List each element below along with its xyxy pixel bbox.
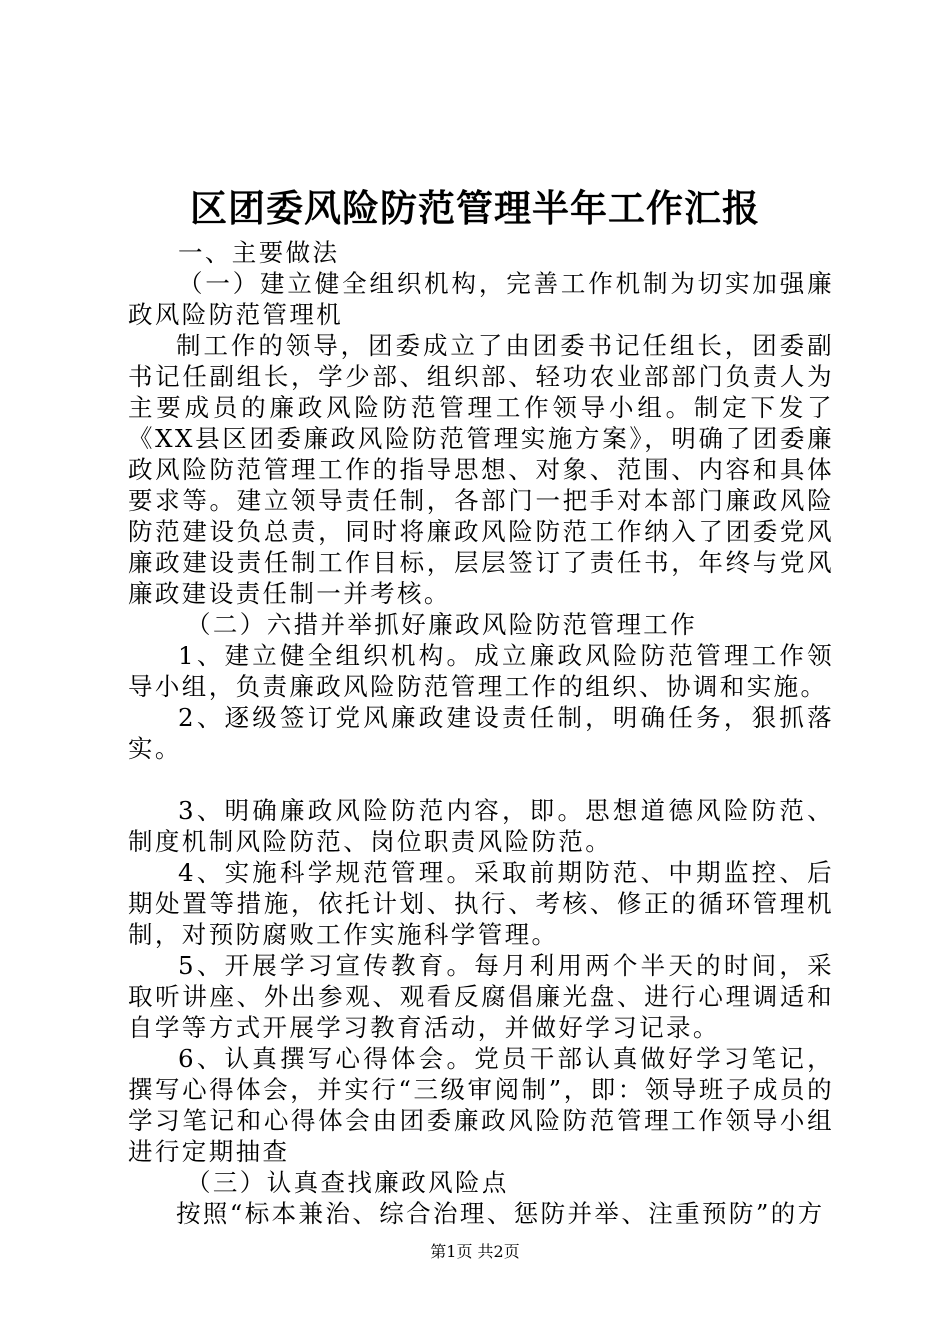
subsection-heading-1: （一）建立健全组织机构，完善工作机制为切实加强廉政风险防范管理机 xyxy=(128,269,834,329)
document-body xyxy=(128,237,834,1229)
document-title: 区团委风险防范管理半年工作汇报 xyxy=(190,186,760,230)
section-heading-main-practices: 一、主要做法 xyxy=(178,238,340,267)
list-item-6: 6、认真撰写心得体会。党员干部认真做好学习笔记，撰写心得体会，并实行“三级审阅制”，即：领导班子成员的学习笔记和心得体会由团委廉政风险防范管理工作领导小组进行定期抽查 xyxy=(128,1044,834,1166)
paragraph-risk-points: 按照“标本兼治、综合治理、惩防并举、注重预防”的方 xyxy=(176,1199,825,1228)
subsection-heading-3: （三）认真查找廉政风险点 xyxy=(186,1168,509,1197)
list-item-2: 2、逐级签订党风廉政建设责任制，明确任务，狠抓落实。 xyxy=(128,703,834,763)
list-item-1: 1、建立健全组织机构。成立廉政风险防范管理工作领导小组，负责廉政风险防范管理工作的组织、协调和实施。 xyxy=(128,641,834,701)
page-footer: 第1页 共2页 xyxy=(430,1242,520,1261)
blank-line xyxy=(128,764,834,795)
list-item-3: 3、明确廉政风险防范内容，即。思想道德风险防范、制度机制风险防范、岗位职责风险防范。 xyxy=(128,796,834,856)
subsection-heading-2: （二）六措并举抓好廉政风险防范管理工作 xyxy=(186,610,698,639)
paragraph-organization: 制工作的领导，团委成立了由团委书记任组长，团委副书记任副组长，学少部、组织部、轻功农业部部门负责人为主要成员的廉政风险防范管理工作领导小组。制定下发了《XX县区团委廉政风险防范管理实施方案》，明确了团委廉政风险防范管理工作的指导思想、对象、范围、内容和具体要求等。建立领导责任制，各部门一把手对本部门廉政风险防范建设负总责，同时将廉政风险防范工作纳入了团委党风廉政建设责任制工作目标，层层签订了责任书，年终与党风廉政建设责任制一并考核。 xyxy=(128,331,834,608)
list-item-4: 4、实施科学规范管理。采取前期防范、中期监控、后期处置等措施，依托计划、执行、考核、修正的循环管理机制，对预防腐败工作实施科学管理。 xyxy=(128,858,834,949)
list-item-5: 5、开展学习宣传教育。每月利用两个半天的时间，采取听讲座、外出参观、观看反腐倡廉光盘、进行心理调适和自学等方式开展学习教育活动，并做好学习记录。 xyxy=(128,951,834,1042)
